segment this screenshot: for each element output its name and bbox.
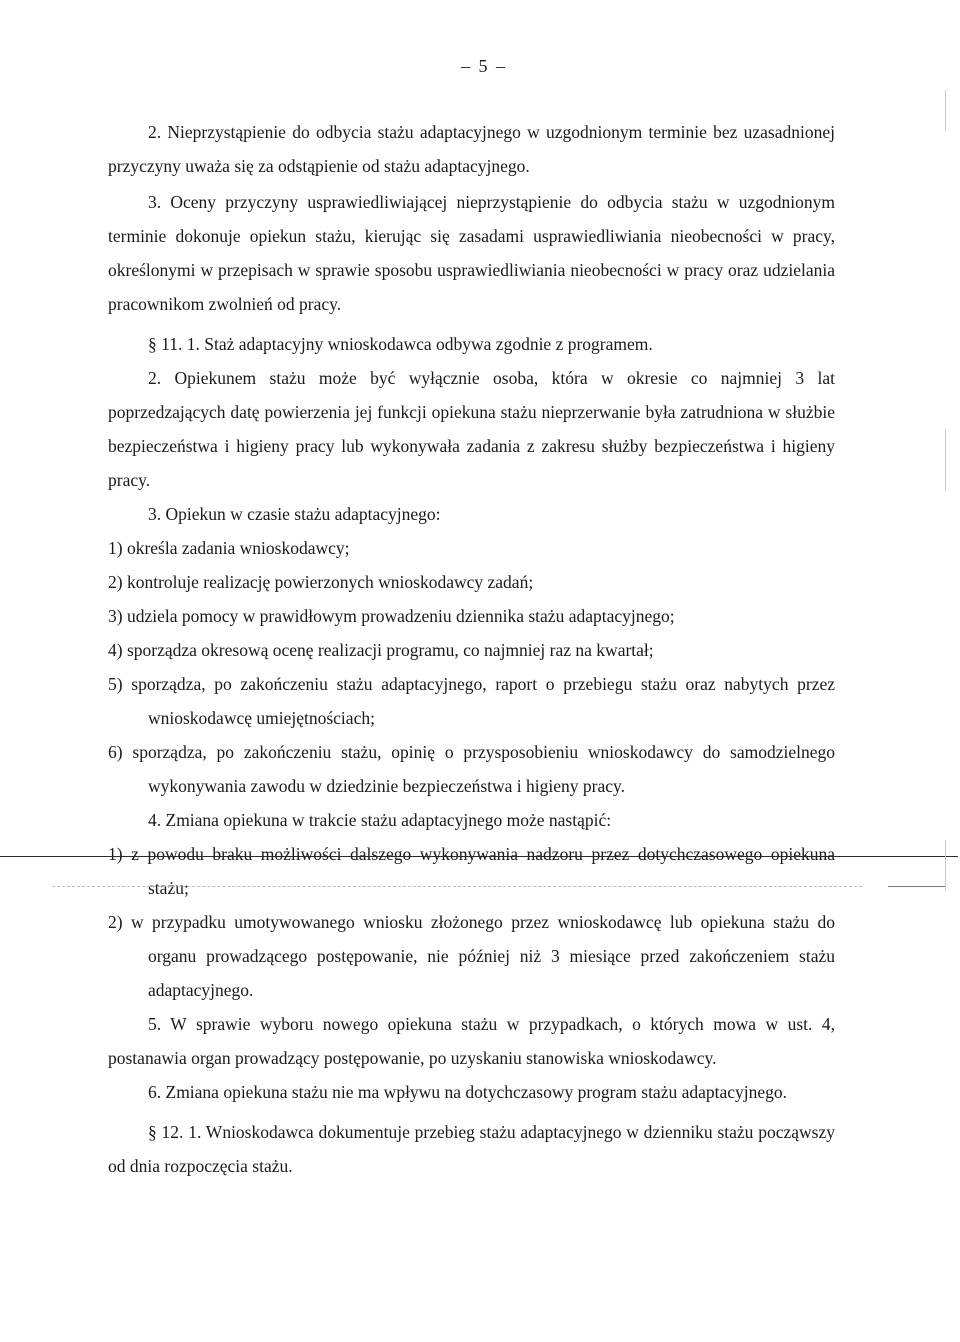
list-item-11-3-5: 5) sporządza, po zakończeniu stażu adaptacyjnego, raport o przebiegu stażu oraz nabytych przez wnioskodawcę umiejętnościach; xyxy=(108,674,835,728)
paragraph-11-4: 4. Zmiana opiekuna w trakcie stażu adaptacyjnego może nastąpić: xyxy=(148,810,612,830)
scan-fold-line xyxy=(0,856,958,857)
scan-edge-mark xyxy=(945,840,946,890)
paragraph-11-6: 6. Zmiana opiekuna stażu nie ma wpływu na dotychczasowy program stażu adaptacyjnego. xyxy=(148,1082,788,1102)
paragraph-11-2: 2. Opiekunem stażu może być wyłącznie osoba, która w okresie co najmniej 3 lat poprzedzających datę powierzenia jej funkcji opiekuna stażu nieprzerwanie była zatrudniona w służbie bezpieczeństwa i higieny pracy lub wykonywała zadania z zakresu służby bezpieczeństwa i higieny pracy. xyxy=(108,368,835,490)
list-item-11-3-6: 6) sporządza, po zakończeniu stażu, opinię o przysposobieniu wnioskodawcy do samodzielnego wykonywania zawodu w dziedzinie bezpieczeństwa i higieny pracy. xyxy=(108,742,835,796)
paragraph-10-3: 3. Oceny przyczyny usprawiedliwiającej nieprzystąpienie do odbycia stażu w uzgodnionym terminie dokonuje opiekun stażu, kierując się zasadami usprawiedliwiania nieobecności w pracy, określonymi w przepisach w sprawie sposobu usprawiedliwiania nieobecności w pracy oraz udzielania pracownikom zwolnień od pracy. xyxy=(108,192,835,314)
list-item-11-3-3: 3) udziela pomocy w prawidłowym prowadzeniu dziennika stażu adaptacyjnego; xyxy=(108,606,675,626)
document-body xyxy=(108,115,835,1183)
list-item-11-3-1: 1) określa zadania wnioskodawcy; xyxy=(108,538,350,558)
section-12-1: § 12. 1. Wnioskodawca dokumentuje przebieg stażu adaptacyjnego w dzienniku stażu począwszy od dnia rozpoczęcia stażu. xyxy=(108,1122,835,1176)
paragraph-11-5: 5. W sprawie wyboru nowego opiekuna stażu w przypadkach, o których mowa w ust. 4, postanawia organ prowadzący postępowanie, po uzyskaniu stanowiska wnioskodawcy. xyxy=(108,1014,835,1068)
paragraph-10-2: 2. Nieprzystąpienie do odbycia stażu adaptacyjnego w uzgodnionym terminie bez uzasadnionej przyczyny uważa się za odstąpienie od stażu adaptacyjnego. xyxy=(108,122,835,176)
scan-edge-mark xyxy=(945,430,946,490)
list-item-11-3-4: 4) sporządza okresową ocenę realizacji programu, co najmniej raz na kwartał; xyxy=(108,640,654,660)
list-item-11-3-2: 2) kontroluje realizację powierzonych wnioskodawcy zadań; xyxy=(108,572,534,592)
scan-dashed-line xyxy=(52,886,862,887)
paragraph-11-3: 3. Opiekun w czasie stażu adaptacyjnego: xyxy=(148,504,441,524)
list-item-11-4-1: 1) z powodu braku możliwości dalszego wykonywania nadzoru przez dotychczasowego opiekuna stażu; xyxy=(108,844,835,898)
scan-edge-line xyxy=(888,886,946,887)
scan-edge-mark xyxy=(945,90,946,130)
list-item-11-4-2: 2) w przypadku umotywowanego wniosku złożonego przez wnioskodawcę lub opiekuna stażu do organu prowadzącego postępowanie, nie później niż 3 miesiące przed zakończeniem stażu adaptacyjnego. xyxy=(108,912,835,1000)
page-number: – 5 – xyxy=(461,56,507,76)
section-11-1: § 11. 1. Staż adaptacyjny wnioskodawca odbywa zgodnie z programem. xyxy=(148,334,653,354)
